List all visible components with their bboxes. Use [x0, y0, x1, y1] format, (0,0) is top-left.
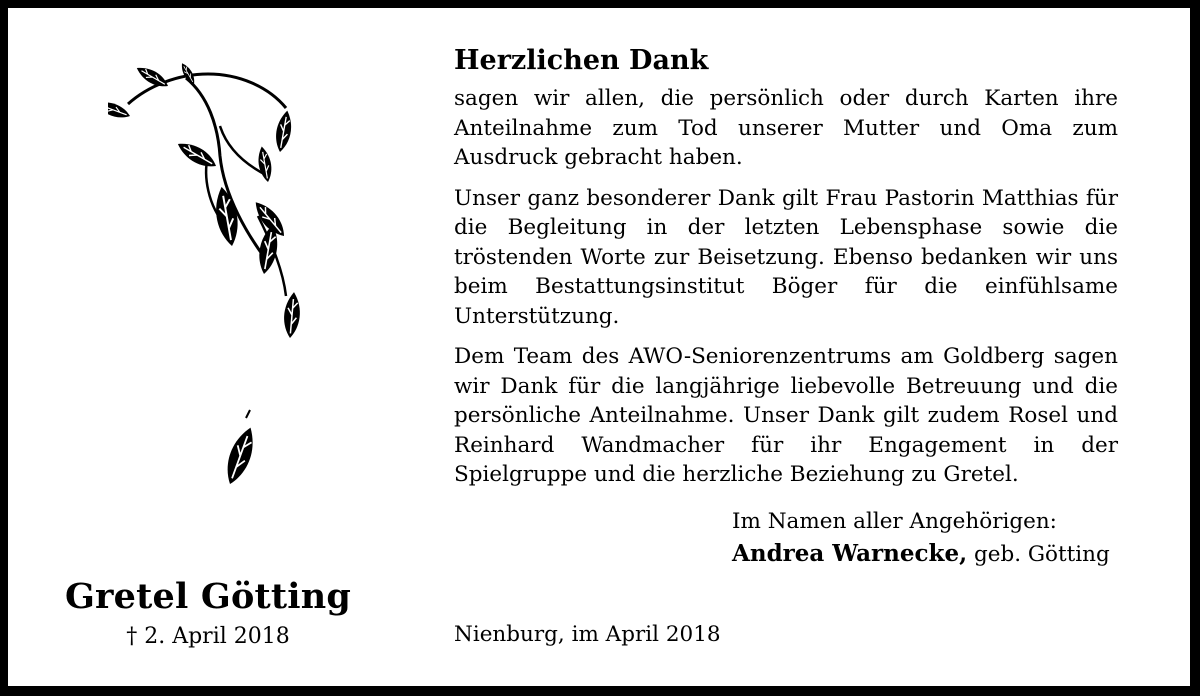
- paragraph-thanks-team: Dem Team des AWO-Seniorenzentrums am Goldberg sagen wir Dank für die langjährige liebevolle Betreuung und die persönliche Anteilnahme. Unser Dank gilt zudem Rosel und Reinhard Wandmacher für ihr Engagement in der Spielgruppe und die herzliche Beziehung zu Gretel.: [454, 344, 1118, 487]
- paragraph-thanks-pastor: Unser ganz besonderer Dank gilt Frau Pastorin Matthias für die Begleitung in der letzten Lebensphase sowie die tröstenden Worte zur Beisetzung. Ebenso bedanken wir uns beim Bestattungsinstitut Böger für die einfühlsame Unterstützung.: [454, 185, 1118, 329]
- signature-intro: Im Namen aller Angehörigen:: [732, 509, 1057, 534]
- deceased-name: Gretel Götting: [64, 576, 352, 617]
- death-date: † 2. April 2018: [126, 624, 290, 649]
- paragraph-thanks-all: sagen wir allen, die persönlich oder durch Karten ihre Anteilnahme zum Tod unserer Mutter und Oma zum Ausdruck gebracht haben.: [454, 86, 1118, 170]
- signer-name: Andrea Warnecke,: [732, 540, 968, 567]
- falling-leaf-icon: [208, 408, 258, 488]
- obituary-card: [8, 8, 1190, 686]
- leaf-branch-icon: [108, 56, 318, 346]
- notice-body: [454, 44, 1118, 501]
- notice-heading: Herzlichen Dank: [454, 45, 709, 76]
- signature-block: [732, 506, 1110, 571]
- signer-birth-name: geb. Götting: [973, 542, 1110, 567]
- left-column: [8, 8, 438, 686]
- place-date: Nienburg, im April 2018: [454, 622, 721, 647]
